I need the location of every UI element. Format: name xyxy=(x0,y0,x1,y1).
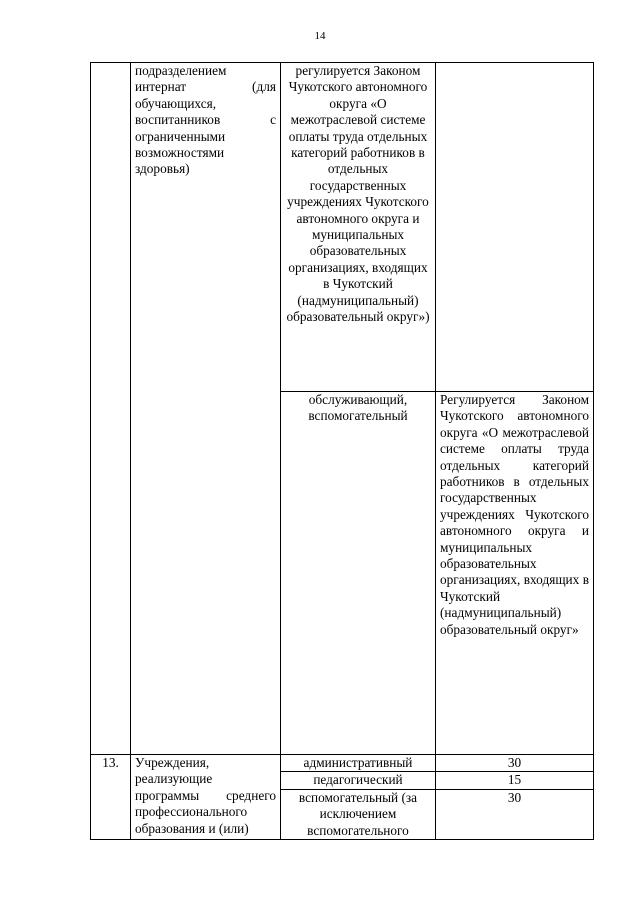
value-cell xyxy=(436,63,594,392)
staff-category-cell: административный xyxy=(281,755,436,772)
value-cell: 30 xyxy=(436,755,594,772)
table-row xyxy=(91,63,594,392)
staff-category-cell: регулируется Законом Чукотского автономного округа «О межотраслевой системе оплаты труда отдельных категорий работников в отдельных государственных учреждениях Чукотского автономного округа и муниципальных образовательных организациях, входящих в Чукотский (надмуниципальный) образовательный округ») xyxy=(281,63,436,392)
staff-category-cell: вспомогательный (за исключением вспомогательного xyxy=(281,789,436,839)
staff-category-table xyxy=(90,62,594,840)
staff-category-cell: обслуживающий, вспомогательный xyxy=(281,392,436,755)
row-number-cell xyxy=(91,63,131,755)
value-cell: 15 xyxy=(436,772,594,789)
page-number: 14 xyxy=(314,30,326,42)
institution-cell: подразделением интернат (для обучающихся, воспитанников с ограниченными возможностями здоровья) xyxy=(131,63,281,755)
value-cell: 30 xyxy=(436,789,594,839)
staff-category-cell: педагогический xyxy=(281,772,436,789)
table-row xyxy=(91,755,594,772)
row-number-cell: 13. xyxy=(91,755,131,840)
value-cell: Регулируется Законом Чукотского автономного округа «О межотраслевой системе оплаты труда отдельных категорий работников в отдельных государственных учреждениях Чукотского автономного округа и муниципальных образовательных организациях, входящих в Чукотский (надмуниципальный) образовательный округ» xyxy=(436,392,594,755)
institution-cell: Учреждения, реализующие программы среднего профессионального образования и (или) xyxy=(131,755,281,840)
